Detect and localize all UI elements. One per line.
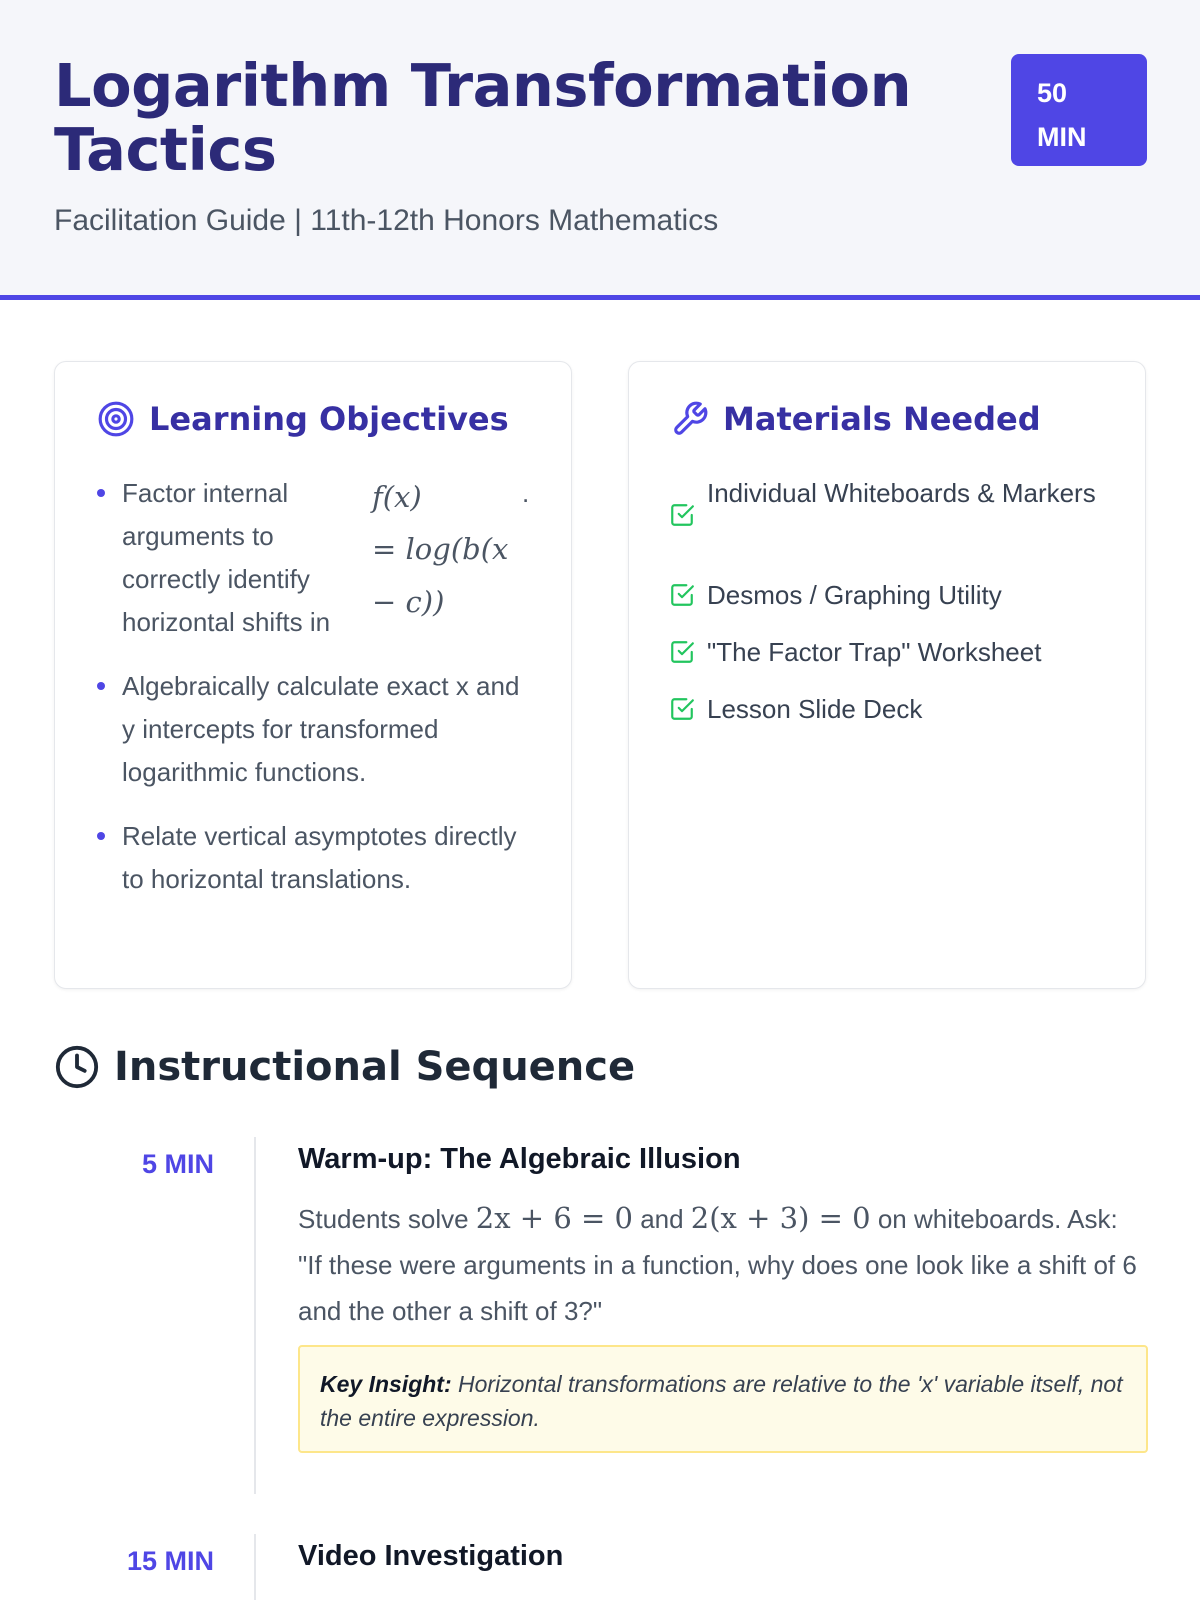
instructional-sequence-heading: [54, 1044, 635, 1090]
objective-text: Algebraically calculate exact x and y intercepts for transformed logarithmic functions.: [122, 671, 520, 787]
step-title: Warm-up: The Algebraic Illusion: [298, 1143, 741, 1175]
page-header: [0, 0, 1200, 300]
bullet-dot: [97, 489, 105, 497]
material-item: [669, 688, 1109, 731]
learning-objectives-card: [54, 361, 572, 989]
wrench-icon: [671, 400, 709, 438]
bullet-dot: [97, 682, 105, 690]
clock-icon: [54, 1044, 100, 1090]
checkbox-checked-icon: [669, 696, 695, 722]
material-item: [669, 631, 1109, 674]
objective-item: [97, 815, 537, 945]
step-title: Video Investigation: [298, 1540, 564, 1572]
desc-text: on whiteboards. Ask: "If these were arguments in a function, why does one look like a shift of 6 and the other a shift of 3?": [298, 1204, 1137, 1326]
step-description: [298, 1195, 1148, 1334]
materials-title: Materials Needed: [723, 400, 1041, 438]
timeline-line: [254, 1534, 256, 1600]
material-label: "The Factor Trap" Worksheet: [707, 637, 1042, 667]
target-icon: [97, 400, 135, 438]
page-subtitle: Facilitation Guide | 11th-12th Honors Mathematics: [54, 204, 719, 237]
material-label: Desmos / Graphing Utility: [707, 580, 1002, 610]
materials-card: [628, 361, 1146, 989]
duration-value: 50: [1037, 78, 1068, 108]
formula-line: f(x): [372, 480, 422, 514]
duration-unit: MIN: [1037, 122, 1087, 152]
objectives-title: Learning Objectives: [149, 400, 509, 438]
math-expression: 2(x + 3) = 0: [690, 1201, 871, 1235]
objective-text: Factor internal arguments to correctly identify horizontal shifts in: [122, 478, 331, 637]
timeline-line: [254, 1137, 256, 1494]
formula-period: .: [522, 478, 530, 508]
checkbox-checked-icon: [669, 502, 695, 528]
material-label: Individual Whiteboards & Markers: [707, 478, 1096, 508]
material-item: [669, 472, 1109, 562]
step-duration: 15 MIN: [126, 1546, 214, 1576]
desc-text: Students solve: [298, 1204, 476, 1234]
checkbox-checked-icon: [669, 582, 695, 608]
formula-line: − c)): [372, 585, 445, 619]
material-item: [669, 574, 1109, 617]
objective-item: [97, 665, 537, 795]
insight-text: Horizontal transformations are relative to the 'x' variable itself, not the entire expression.: [320, 1371, 1123, 1431]
desc-text: and: [632, 1204, 691, 1234]
formula-line: = log(b(x: [372, 532, 509, 566]
duration-badge: [1011, 54, 1147, 166]
page-title: Logarithm Transformation Tactics: [54, 51, 912, 184]
math-expression: 2x + 6 = 0: [475, 1201, 633, 1235]
checkbox-checked-icon: [669, 639, 695, 665]
objective-item: [97, 472, 537, 642]
sequence-title: Instructional Sequence: [114, 1044, 636, 1090]
bullet-dot: [97, 832, 105, 840]
objective-text: Relate vertical asymptotes directly to horizontal translations.: [122, 821, 517, 894]
key-insight-callout: [298, 1345, 1148, 1453]
material-label: Lesson Slide Deck: [707, 694, 923, 724]
objectives-heading: [97, 400, 509, 438]
materials-heading: [671, 400, 1041, 438]
insight-label: Key Insight:: [320, 1371, 452, 1397]
step-duration: 5 MIN: [141, 1149, 214, 1179]
